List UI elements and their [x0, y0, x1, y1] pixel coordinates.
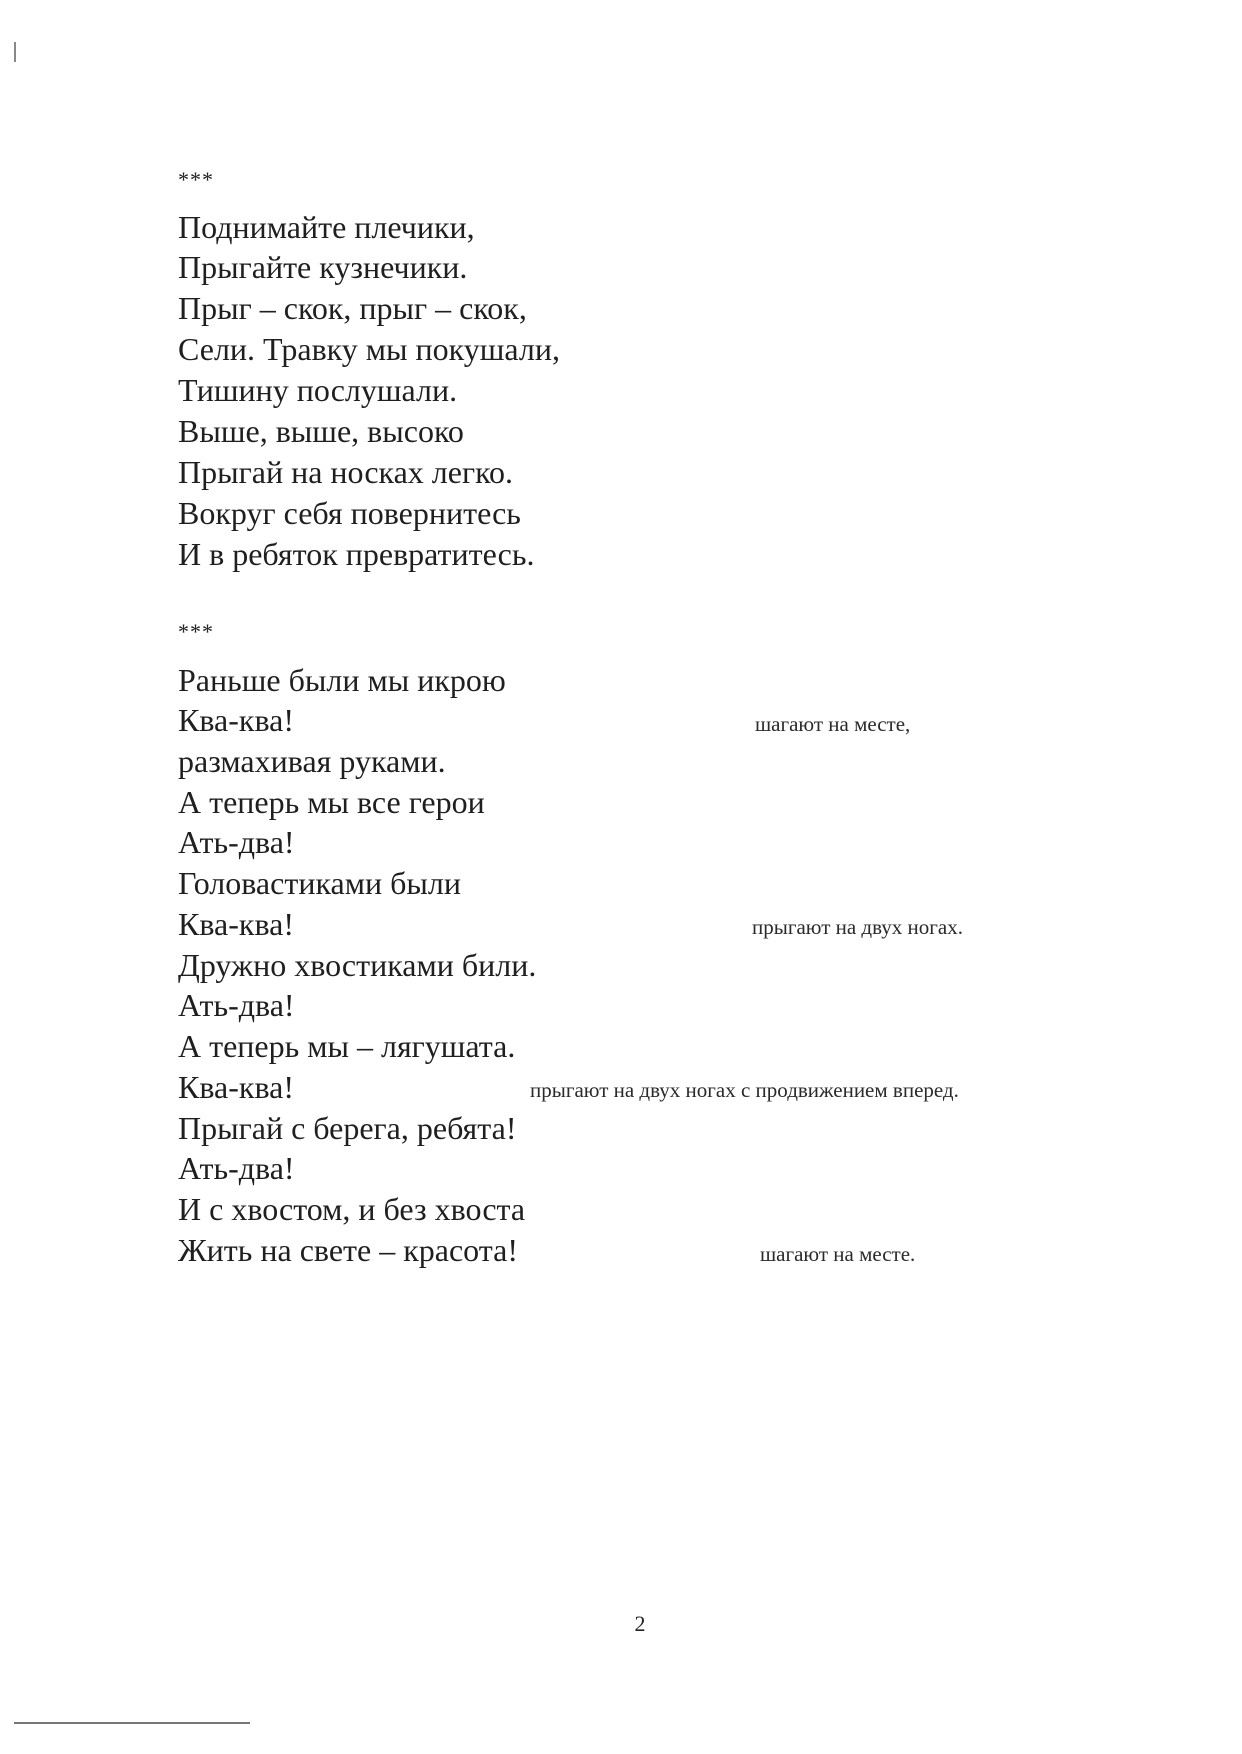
verse-line: Ква-ква!	[178, 702, 294, 738]
verse-line: Ать-два!	[178, 1150, 295, 1186]
verse-line: Выше, выше, высоко	[178, 413, 464, 449]
verse-line: А теперь мы все герои	[178, 784, 485, 820]
verse-line: Тишину послушали.	[178, 372, 458, 408]
section-separator: ***	[178, 619, 214, 644]
verse-line: Раньше были мы икрою	[178, 662, 506, 698]
verse-line: Ква-ква!	[178, 906, 294, 942]
stage-direction: прыгают на двух ногах.	[752, 915, 963, 939]
verse-line: Жить на свете – красота!	[178, 1232, 518, 1268]
scan-edge-line	[14, 1722, 250, 1724]
stage-direction: прыгают на двух ногах с продвижением вперед.	[530, 1078, 959, 1102]
verse-line: Вокруг себя повернитесь	[178, 495, 521, 531]
verse-line: А теперь мы – лягушата.	[178, 1028, 516, 1064]
verse-line: Сели. Травку мы покушали,	[178, 331, 560, 367]
scan-edge-mark	[14, 42, 16, 62]
verse-line: Прыгай на носках легко.	[178, 454, 513, 490]
verse-line: Прыгайте кузнечики.	[178, 249, 468, 285]
section-separator: ***	[178, 167, 214, 192]
verse-line: Прыг – скок, прыг – скок,	[178, 290, 527, 326]
verse-line: Головастиками были	[178, 865, 461, 901]
verse-line: Ать-два!	[178, 987, 295, 1023]
verse-line: размахивая руками.	[178, 743, 446, 779]
verse-line: Поднимайте плечики,	[178, 209, 475, 245]
verse-line: Прыгай с берега, ребята!	[178, 1110, 517, 1146]
verse-line: Ать-два!	[178, 824, 295, 860]
verse-line: И в ребяток превратитесь.	[178, 536, 535, 572]
page-number: 2	[634, 1611, 646, 1636]
verse-line: Дружно хвостиками били.	[178, 947, 537, 983]
verse-line: Ква-ква!	[178, 1069, 294, 1105]
stage-direction: шагают на месте,	[755, 712, 911, 736]
stage-direction: шагают на месте.	[760, 1242, 916, 1266]
verse-line: И с хвостом, и без хвоста	[178, 1191, 526, 1227]
